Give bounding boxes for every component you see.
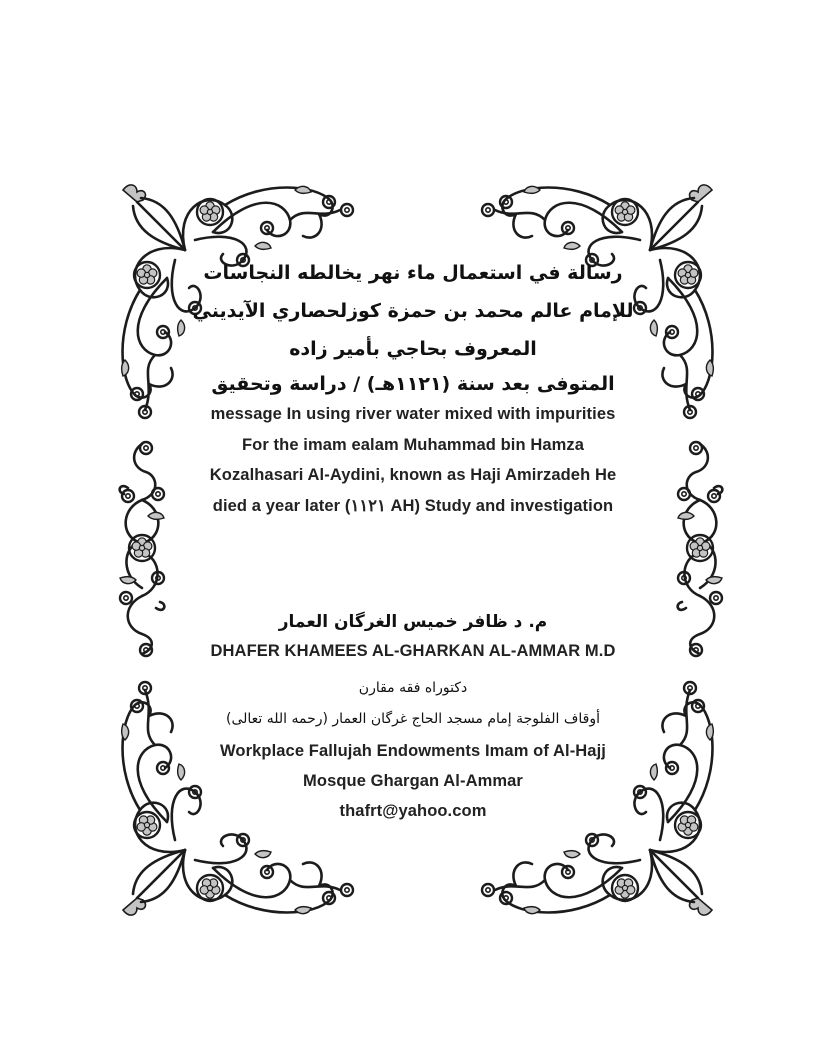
author-name-arabic: م. د ظافر خميس الغرگان العمار — [278, 612, 548, 632]
author-workplace-english-line-2: Mosque Ghargan Al-Ammar — [303, 772, 523, 790]
english-title-line-3: Kozalhasari Al-Aydini, known as Haji Amirzadeh He — [209, 466, 617, 484]
english-title-line-4: died a year later (١١٢١ AH) Study and investigation — [212, 497, 614, 515]
english-title-line-2: For the imam ealam Muhammad bin Hamza — [241, 436, 585, 454]
english-title-line-1: message In using river water mixed with impurities — [210, 405, 616, 423]
arabic-title-line-2: للإمام عالم محمد بن حمزة كوزلحصاري الآيديني — [192, 300, 634, 322]
author-degree-arabic: دكتوراه فقه مقارن — [358, 680, 468, 696]
author-workplace-arabic: أوقاف الفلوجة إمام مسجد الحاج غرگان العمار (رحمه الله تعالى) — [225, 711, 600, 727]
arabic-title-line-1: رسالة في استعمال ماء نهر يخالطه النجاسات — [203, 262, 623, 284]
author-workplace-english-line-1: Workplace Fallujah Endowments Imam of Al-Hajj — [220, 742, 606, 760]
author-email: thafrt@yahoo.com — [339, 802, 487, 820]
arabic-title-line-4: المتوفى بعد سنة (١١٢١هـ) / دراسة وتحقيق — [211, 373, 615, 395]
arabic-title-line-3: المعروف بحاجي بأمير زاده — [289, 338, 537, 360]
author-name-english: DHAFER KHAMEES AL-GHARKAN AL-AMMAR M.D — [210, 642, 616, 660]
